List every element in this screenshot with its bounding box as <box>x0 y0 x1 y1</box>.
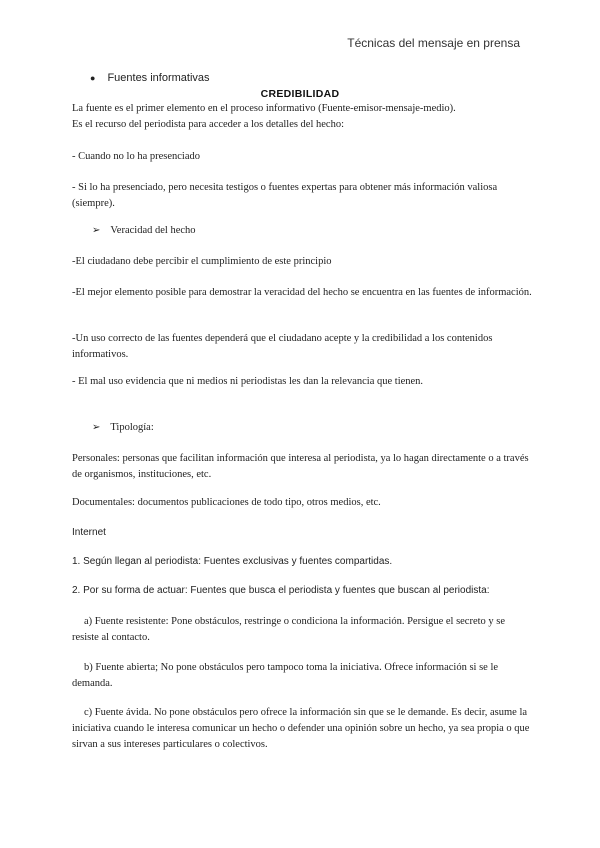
arrowhead-bullet-icon: ➢ <box>92 225 101 236</box>
filled-circle-bullet-icon: ● <box>90 73 96 83</box>
veracidad-heading <box>92 225 196 236</box>
intro-line-2: Es el recurso del periodista para acceder a los detalles del hecho: <box>72 119 345 130</box>
clasificacion-sub-a: a) Fuente resistente: Pone obstáculos, restringe o condiciona la información. Persigue el secreto y se resiste al contacto. <box>72 616 506 643</box>
case-witnessed: - Si lo ha presenciado, pero necesita testigos o fuentes expertas para obtener más información valiosa (siempre). <box>72 182 498 209</box>
tipologia-documentales: Documentales: documentos publicaciones de todo tipo, otros medios, etc. <box>72 497 381 508</box>
veracidad-point-4: - El mal uso evidencia que ni medios ni periodistas les dan la relevancia que tienen. <box>72 376 424 387</box>
case-not-witnessed: - Cuando no lo ha presenciado <box>72 151 201 162</box>
tipologia-personales: Personales: personas que facilitan información que interesa al periodista, ya lo hagan directamente o a través de organismos, instituciones, etc. <box>72 453 529 480</box>
section-heading <box>90 72 210 84</box>
arrowhead-bullet-icon: ➢ <box>92 422 101 433</box>
intro-line-1: La fuente es el primer elemento en el proceso informativo (Fuente-emisor-mensaje-medio). <box>72 103 456 114</box>
veracidad-point-3: -Un uso correcto de las fuentes dependerá que el ciudadano acepte y la credibilidad a los contenidos informativos. <box>72 333 493 360</box>
veracidad-point-1: -El ciudadano debe percibir el cumplimiento de este principio <box>72 256 332 267</box>
clasificacion-item-2: 2. Por su forma de actuar: Fuentes que busca el periodista y fuentes que buscan al periodista: <box>72 585 490 596</box>
page-header-title: Técnicas del mensaje en prensa <box>347 36 520 50</box>
clasificacion-sub-b: b) Fuente abierta; No pone obstáculos pero tampoco toma la iniciativa. Ofrece información si se le demanda. <box>72 662 499 689</box>
tipologia-heading <box>92 422 154 433</box>
tipologia-label: Tipología: <box>110 422 154 433</box>
section-label: Fuentes informativas <box>107 72 210 84</box>
tipologia-internet: Internet <box>72 527 106 538</box>
veracidad-label: Veracidad del hecho <box>110 225 196 236</box>
veracidad-point-2: -El mejor elemento posible para demostrar la veracidad del hecho se encuentra en las fuentes de información. <box>72 287 532 298</box>
clasificacion-item-1: 1. Según llegan al periodista: Fuentes exclusivas y fuentes compartidas. <box>72 556 393 567</box>
document-title: CREDIBILIDAD <box>260 88 340 100</box>
clasificacion-sub-c: c) Fuente ávida. No pone obstáculos pero ofrece la información sin que se le demande. Es decir, asume la iniciativa cuando le interesa comunicar un hecho o defender una opinión sobre un hecho, ya sea propia o que sirvan a sus intereses particulares o colectivos. <box>72 707 530 750</box>
